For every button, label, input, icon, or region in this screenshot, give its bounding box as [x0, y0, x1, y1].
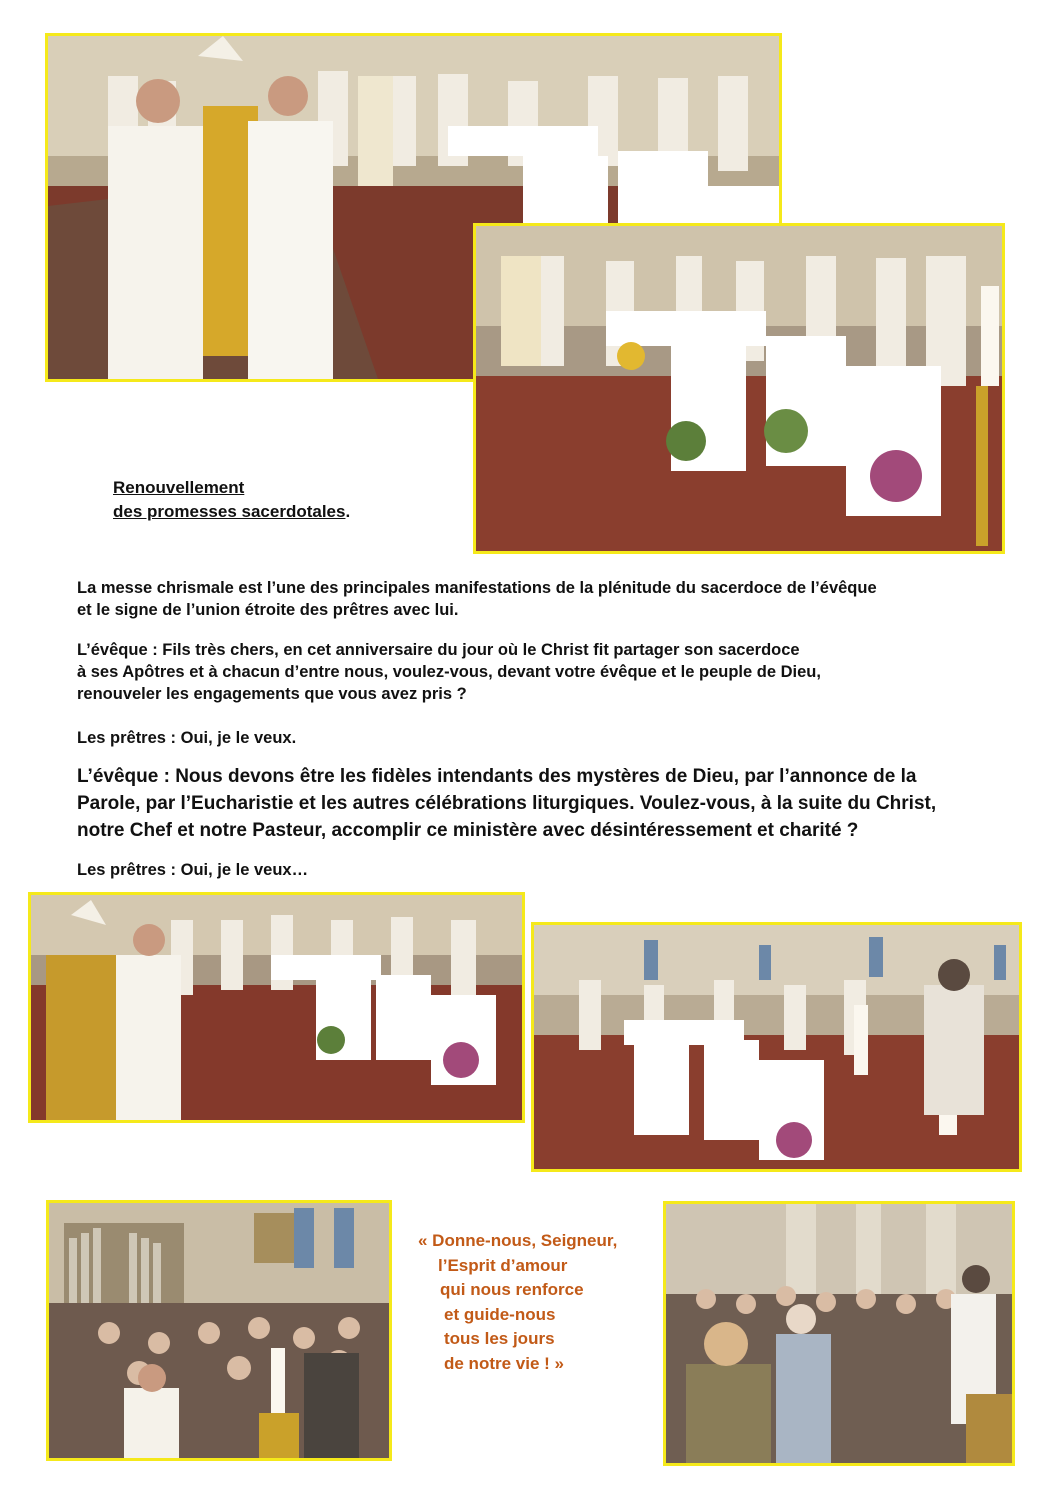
quote-line: et guide-nous	[444, 1304, 556, 1324]
text-line: à ses Apôtres et à chacun d’entre nous, voulez-vous, devant votre évêque et le peuple de Dieu,	[77, 663, 821, 681]
text-line: notre Chef et notre Pasteur, accomplir ce ministère avec désintéressement et charité ?	[77, 820, 859, 841]
quote-line: tous les jours	[444, 1329, 555, 1349]
text-line: L’évêque : Nous devons être les fidèles intendants des mystères de Dieu, par l’annonce de la	[77, 766, 917, 787]
text-line: et le signe de l’union étroite des prêtres avec lui.	[77, 601, 459, 619]
photo-caption	[113, 476, 350, 524]
bishop-question-1	[77, 639, 1037, 705]
priests-answer-1: Les prêtres : Oui, je le veux.	[77, 729, 297, 747]
photo-nave-with-candle	[531, 922, 1022, 1172]
text-line: L’évêque : Fils très chers, en cet anniversaire du jour où le Christ fit partager son sacerdoce	[77, 641, 800, 659]
text-line: Parole, par l’Eucharistie et les autres célébrations liturgiques. Voulez-vous, à la suite du Christ,	[77, 793, 937, 814]
bishop-question-2	[77, 763, 1037, 844]
text-line: La messe chrismale est l’une des principales manifestations de la plénitude du sacerdoce de l’évêque	[77, 579, 877, 597]
text-line: renouveler les engagements que vous avez pris ?	[77, 685, 467, 703]
quote-line: qui nous renforce	[440, 1280, 584, 1300]
caption-line-2: des promesses sacerdotales	[113, 502, 346, 521]
quote-line: l’Esprit d’amour	[438, 1255, 568, 1275]
prayer-quote	[418, 1229, 617, 1377]
caption-trail: .	[345, 502, 351, 521]
photo-bishop-and-clergy	[28, 892, 525, 1123]
priests-answer-2: Les prêtres : Oui, je le veux…	[77, 861, 309, 879]
quote-line: « Donne-nous, Seigneur,	[418, 1231, 618, 1250]
quote-line: de notre vie ! »	[444, 1353, 564, 1373]
photo-organ-and-choir	[46, 1200, 392, 1461]
caption-line-1: Renouvellement	[113, 478, 245, 497]
photo-choir-singing	[663, 1201, 1015, 1466]
photo-altar-with-flowers	[473, 223, 1005, 554]
intro-paragraph	[77, 577, 1037, 621]
